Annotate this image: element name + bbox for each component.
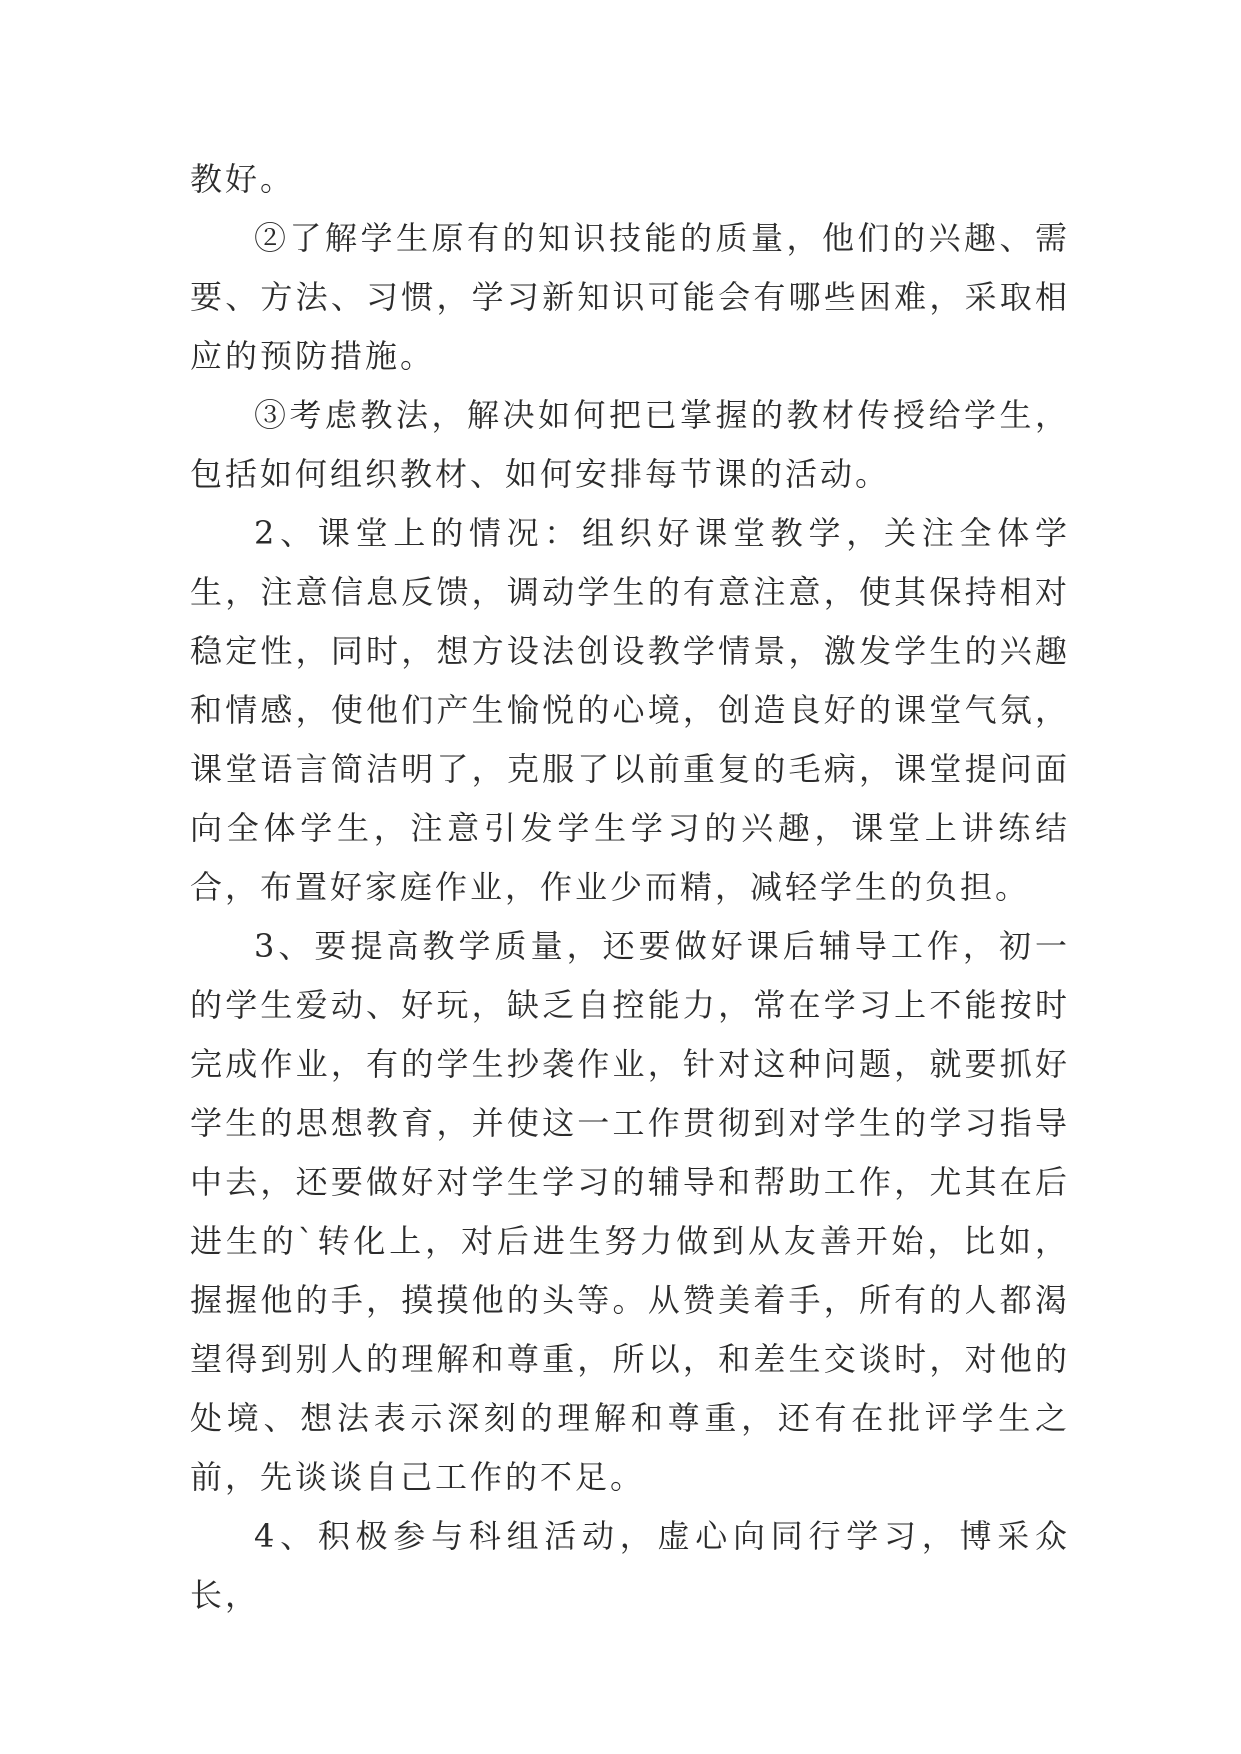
paragraph-continuation: 教好。	[190, 160, 296, 198]
paragraph-item-3: ③考虑教法，解决如何把已掌握的教材传授给学生，包括如何组织教材、如何安排每节课的活动。	[190, 396, 1070, 493]
paragraph-activities: 4、积极参与科组活动，虚心向同行学习，博采众长，	[190, 1517, 1070, 1614]
paragraph-tutoring: 3、要提高教学质量，还要做好课后辅导工作，初一的学生爱动、好玩，缺乏自控能力，常在学习上不能按时完成作业，有的学生抄袭作业，针对这种问题，就要抓好学生的思想教育，并使这一工作贯彻到对学生的学习指导中去，还要做好对学生学习的辅导和帮助工作，尤其在后进生的`转化上，对后进生努力做到从友善开始，比如，握握他的手，摸摸他的头等。从赞美着手，所有的人都渴望得到别人的理解和尊重，所以，和差生交谈时，对他的处境、想法表示深刻的理解和尊重，还有在批评学生之前，先谈谈自己工作的不足。	[190, 927, 1070, 1496]
paragraph-item-2: ②了解学生原有的知识技能的质量，他们的兴趣、需要、方法、习惯，学习新知识可能会有哪些困难，采取相应的预防措施。	[190, 219, 1070, 375]
paragraph-classroom: 2、课堂上的情况：组织好课堂教学，关注全体学生，注意信息反馈，调动学生的有意注意，使其保持相对稳定性，同时，想方设法创设教学情景，激发学生的兴趣和情感，使他们产生愉悦的心境，创造良好的课堂气氛，课堂语言简洁明了，克服了以前重复的毛病，课堂提问面向全体学生，注意引发学生学习的兴趣，课堂上讲练结合，布置好家庭作业，作业少而精，减轻学生的负担。	[190, 514, 1070, 906]
document-body	[190, 150, 1070, 1625]
